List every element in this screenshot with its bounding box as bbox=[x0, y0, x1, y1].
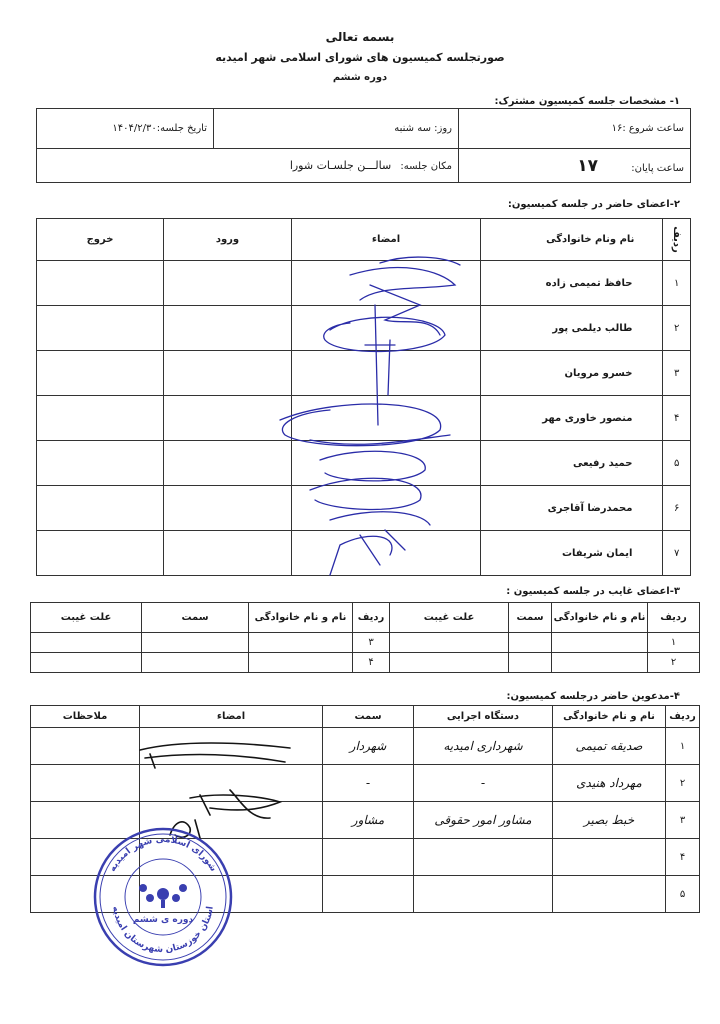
table-row bbox=[37, 441, 691, 486]
section1-heading: ۱- مشخصات جلسه کمیسیون مشترک: bbox=[494, 96, 680, 107]
row-number: ۵ bbox=[663, 441, 691, 486]
seal-outer-text: شورای اسلامی شهر امیدیه bbox=[107, 834, 219, 874]
place-label: مکان جلسه: bbox=[400, 161, 452, 172]
document-title: صورتجلسه کمیسیون های شورای اسلامی شهر امیدیه bbox=[215, 51, 505, 64]
inv-col-sign: امضاء bbox=[140, 706, 323, 728]
inv-col-notes: ملاحظات bbox=[31, 706, 140, 728]
meeting-place bbox=[37, 149, 459, 183]
row-number: ۳ bbox=[663, 351, 691, 396]
invitee-role: - bbox=[323, 765, 414, 802]
invitee-name bbox=[553, 876, 666, 913]
row-number: ۷ bbox=[663, 531, 691, 576]
member-name: ایمان شریفات bbox=[481, 531, 663, 576]
row-number: ۲ bbox=[666, 765, 700, 802]
absent-col-name-right: نام و نام خانوادگی bbox=[552, 603, 648, 633]
section4-heading: ۴-مدعوین حاضر درجلسه کمیسیون: bbox=[506, 691, 680, 702]
end-value: ۱۷ bbox=[577, 155, 599, 176]
row-number: ۱ bbox=[666, 728, 700, 765]
section3-heading: ۳-اعضای غایب در جلسه کمیسیون : bbox=[506, 586, 680, 597]
present-members-table bbox=[36, 218, 691, 576]
basmala: بسمه تعالی bbox=[325, 30, 395, 44]
col-radif bbox=[663, 219, 691, 261]
table-row bbox=[31, 765, 700, 802]
col-signature: امضاء bbox=[292, 219, 481, 261]
absent-col-reason-right: علت غیبت bbox=[390, 603, 509, 633]
table-row bbox=[37, 261, 691, 306]
row-number: ۴ bbox=[666, 839, 700, 876]
inv-col-org: دستگاه اجرایی bbox=[414, 706, 553, 728]
absent-col-radif-right: ردیف bbox=[648, 603, 700, 633]
table-row bbox=[37, 486, 691, 531]
row-number: ۲ bbox=[663, 306, 691, 351]
invitee-name: مهرداد هنیدی bbox=[553, 765, 666, 802]
meeting-info-table bbox=[36, 108, 691, 183]
table-row bbox=[31, 728, 700, 765]
invitee-org: شهرداری امیدیه bbox=[414, 728, 553, 765]
seal-center-text: دوره ی ششم bbox=[132, 915, 194, 925]
term-label: دوره ششم bbox=[332, 72, 388, 83]
absent-col-name-left: نام و نام خانوادگی bbox=[249, 603, 353, 633]
col-name: نام ونام خانوادگی bbox=[481, 219, 663, 261]
absent-col-role-left: سمت bbox=[142, 603, 249, 633]
row-number: ۵ bbox=[666, 876, 700, 913]
row-number: ۴ bbox=[663, 396, 691, 441]
absent-col-reason-left: علت غیبت bbox=[31, 603, 142, 633]
invitee-name: خبط بصیر bbox=[553, 802, 666, 839]
place-value: سالـــن جلسـات شورا bbox=[289, 159, 392, 172]
inv-col-name: نام و نام خانوادگی bbox=[553, 706, 666, 728]
table-row bbox=[31, 633, 700, 653]
table-row bbox=[31, 653, 700, 673]
section2-heading: ۲-اعضای حاضر در جلسه کمیسیون: bbox=[507, 199, 680, 210]
row-number: ۳ bbox=[353, 633, 390, 653]
absent-col-radif-left: ردیف bbox=[353, 603, 390, 633]
table-row bbox=[31, 876, 700, 913]
table-row bbox=[37, 396, 691, 441]
col-radif-label: ردیف bbox=[671, 226, 683, 253]
col-entry: ورود bbox=[164, 219, 292, 261]
member-name: حمید رفیعی bbox=[481, 441, 663, 486]
member-name: حافظ تمیمی زاده bbox=[481, 261, 663, 306]
seal-inner-text: استان خوزستان شهرستان امیدیه bbox=[110, 905, 216, 956]
absent-col-role-right: سمت bbox=[509, 603, 552, 633]
member-name: خسرو مرویان bbox=[481, 351, 663, 396]
invitees-table bbox=[30, 705, 700, 913]
table-row bbox=[31, 802, 700, 839]
invitee-role: مشاور bbox=[323, 802, 414, 839]
member-name: منصور خاوری مهر bbox=[481, 396, 663, 441]
end-time bbox=[459, 149, 691, 183]
table-row bbox=[37, 531, 691, 576]
row-number: ۱ bbox=[663, 261, 691, 306]
end-label: ساعت پایان: bbox=[631, 162, 684, 174]
row-number: ۲ bbox=[648, 653, 700, 673]
start-time: ساعت شروع :۱۶ bbox=[459, 109, 691, 149]
row-number: ۶ bbox=[663, 486, 691, 531]
absent-members-table bbox=[30, 602, 700, 673]
table-row bbox=[31, 839, 700, 876]
inv-col-radif: ردیف bbox=[666, 706, 700, 728]
invitee-name: صدیقه تمیمی bbox=[553, 728, 666, 765]
invitee-name bbox=[553, 839, 666, 876]
table-row bbox=[37, 306, 691, 351]
col-exit: خروج bbox=[37, 219, 164, 261]
member-name: طالب دیلمی پور bbox=[481, 306, 663, 351]
row-number: ۳ bbox=[666, 802, 700, 839]
row-number: ۴ bbox=[353, 653, 390, 673]
table-row bbox=[37, 351, 691, 396]
invitee-org: - bbox=[414, 765, 553, 802]
inv-col-role: سمت bbox=[323, 706, 414, 728]
invitee-org: مشاور امور حقوقی bbox=[414, 802, 553, 839]
member-name: محمدرضا آقاجری bbox=[481, 486, 663, 531]
meeting-day: روز: سه شنبه bbox=[214, 109, 459, 149]
invitee-role: شهردار bbox=[323, 728, 414, 765]
row-number: ۱ bbox=[648, 633, 700, 653]
meeting-date: تاریخ جلسه:۱۴۰۴/۲/۳۰ bbox=[37, 109, 214, 149]
